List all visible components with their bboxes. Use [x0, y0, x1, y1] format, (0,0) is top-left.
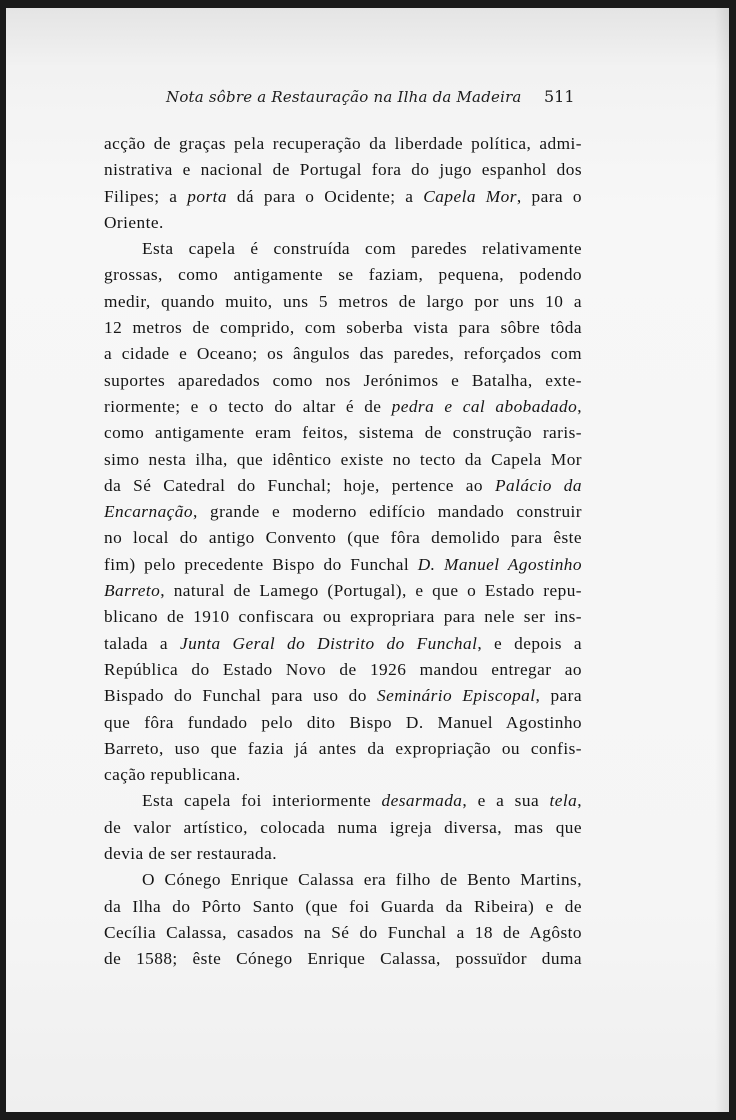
text-segment: , para o: [516, 186, 582, 206]
text-line: [104, 578, 582, 604]
text-segment: Oriente.: [104, 212, 164, 232]
text-line: [104, 894, 582, 920]
text-line: [104, 315, 582, 341]
text-segment: como antigamente eram feitos, sistema de construção raris-: [104, 423, 582, 443]
text-segment: riormente; e o tecto do altar é de: [104, 396, 392, 416]
text-line: [104, 920, 582, 946]
text-line: [104, 236, 582, 262]
text-segment: blicano de 1910 confiscara ou expropriara para nele ser ins-: [104, 607, 582, 627]
text-line: [104, 420, 582, 446]
text-segment: grossas, como antigamente se faziam, pequena, podendo: [104, 265, 582, 285]
text-segment: de valor artístico, colocada numa igreja diversa, mas que: [104, 817, 582, 837]
text-segment: , para: [535, 686, 582, 706]
text-line: [104, 736, 582, 762]
italic-text: Barreto: [104, 581, 161, 601]
text-segment: cação republicana.: [104, 765, 241, 785]
italic-text: tela: [549, 791, 578, 811]
text-line: [104, 552, 582, 578]
text-line: [104, 157, 582, 183]
italic-text: Capela Mor: [423, 186, 517, 206]
text-segment: Barreto, uso que fazia já antes da expropriação ou confis-: [104, 738, 582, 758]
text-segment: O Cónego Enrique Calassa era filho de Bento Martins,: [142, 870, 582, 890]
text-segment: fim) pelo precedente Bispo do Funchal: [104, 554, 418, 574]
italic-text: Seminário Episcopal: [377, 686, 536, 706]
text-segment: acção de graças pela recuperação da liberdade política, admi-: [104, 134, 582, 153]
text-segment: dá para o Ocidente; a: [226, 186, 424, 206]
text-segment: a cidade e Oceano; os ângulos das paredes, reforçados com: [104, 344, 582, 364]
text-line: [104, 499, 582, 525]
text-segment: devia de ser restaurada.: [104, 844, 277, 864]
page-number: 511: [544, 87, 575, 106]
text-line: [104, 657, 582, 683]
text-line: [104, 788, 582, 814]
text-segment: Bispado do Funchal para uso do: [104, 686, 378, 706]
text-segment: de 1588; êste Cónego Enrique Calassa, possuïdor duma: [104, 949, 582, 969]
text-segment: da Ilha do Pôrto Santo (que foi Guarda da Ribeira) e de: [104, 896, 582, 916]
text-segment: suportes aparedados como nos Jerónimos e Batalha, exte-: [104, 370, 582, 390]
text-line: [104, 473, 582, 499]
text-line: [104, 368, 582, 394]
text-segment: Esta capela foi interiormente: [142, 791, 382, 811]
text-segment: 12 metros de comprido, com soberba vista para sôbre tôda: [104, 318, 582, 338]
text-segment: no local do antigo Convento (que fôra demolido para êste: [104, 528, 582, 548]
text-segment: Filipes; a: [104, 186, 188, 206]
text-segment: ,: [577, 791, 582, 811]
text-line: [104, 210, 582, 236]
text-line: [104, 762, 582, 788]
italic-text: porta: [187, 186, 227, 206]
text-segment: nistrativa e nacional de Portugal fora do jugo espanhol dos: [104, 160, 582, 180]
text-segment: , e depois a: [477, 633, 582, 653]
text-line: [104, 289, 582, 315]
body-text: [104, 131, 582, 973]
text-line: [104, 131, 582, 157]
text-line: [104, 262, 582, 288]
text-line: [104, 604, 582, 630]
italic-text: Palácio da: [494, 475, 582, 495]
text-line: [104, 815, 582, 841]
text-segment: República do Estado Novo de 1926 mandou entregar ao: [104, 659, 582, 679]
text-line: [104, 394, 582, 420]
text-line: [104, 341, 582, 367]
text-segment: da Sé Catedral do Funchal; hoje, pertence ao: [104, 475, 495, 495]
text-line: [104, 631, 582, 657]
italic-text: Encarnação: [104, 502, 193, 522]
text-line: [104, 683, 582, 709]
text-segment: , e a sua: [462, 791, 550, 811]
text-segment: simo nesta ilha, que idêntico existe no tecto da Capela Mor: [104, 449, 582, 469]
text-segment: que fôra fundado pelo dito Bispo D. Manuel Agostinho: [104, 712, 582, 732]
text-line: [104, 447, 582, 473]
italic-text: pedra e cal abobadado: [391, 396, 578, 416]
text-line: [104, 867, 582, 893]
italic-text: D. Manuel Agostinho: [417, 554, 582, 574]
text-line: [104, 184, 582, 210]
text-segment: talada a: [104, 633, 180, 653]
text-line: [104, 946, 582, 972]
text-segment: , natural de Lamego (Portugal), e que o Estado repu-: [160, 581, 582, 601]
text-line: [104, 710, 582, 736]
text-segment: Esta capela é construída com paredes relativamente: [142, 239, 582, 259]
text-line: [104, 525, 582, 551]
italic-text: Junta Geral do Distrito do Funchal: [179, 633, 478, 653]
page-edge-shadow: [715, 8, 729, 1112]
text-line: [104, 841, 582, 867]
italic-text: desarmada: [381, 791, 463, 811]
scanned-page: [6, 8, 729, 1112]
text-segment: , grande e moderno edifício mandado construir: [192, 502, 582, 522]
text-segment: medir, quando muito, uns 5 metros de largo por uns 10 a: [104, 291, 582, 311]
text-segment: Cecília Calassa, casados na Sé do Funchal a 18 de Agôsto: [104, 922, 582, 942]
running-title: Nota sôbre a Restauração na Ilha da Madeira: [166, 88, 522, 106]
text-segment: ,: [577, 396, 582, 416]
